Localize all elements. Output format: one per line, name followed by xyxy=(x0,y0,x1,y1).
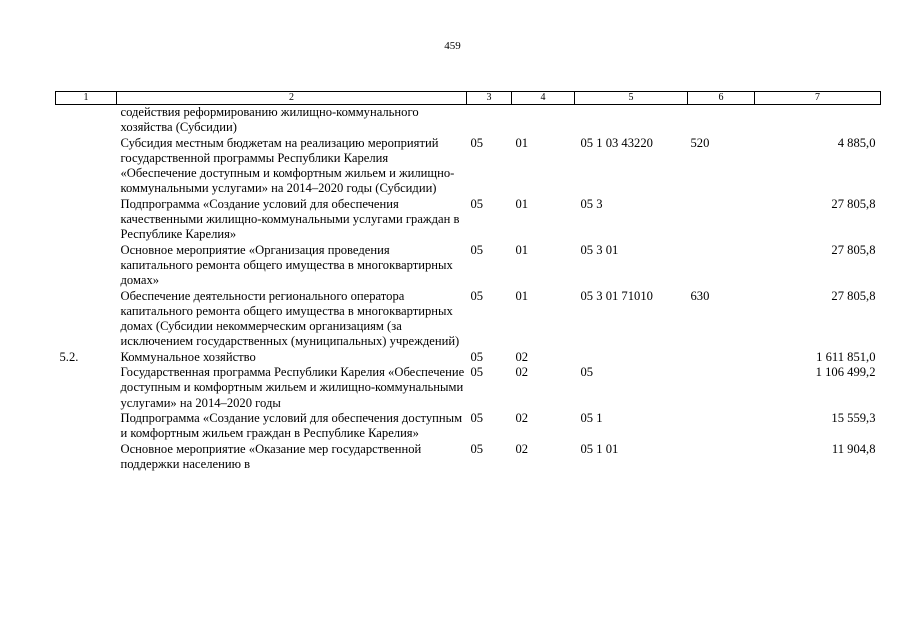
row-target-article: 05 3 01 71010 xyxy=(580,288,653,303)
row-name: Коммунальное хозяйство xyxy=(120,349,256,364)
row-section xyxy=(467,105,512,136)
row-expense-type xyxy=(688,197,755,243)
row-target-article: 05 1 01 xyxy=(580,441,619,456)
row-section: 05 xyxy=(470,135,484,150)
row-subsection: 02 xyxy=(515,441,529,456)
row-expense-type xyxy=(688,105,755,136)
row-section: 05 xyxy=(470,196,484,211)
column-header-3: 3 xyxy=(467,92,512,105)
page-number: 459 xyxy=(444,40,461,52)
row-name: Основное мероприятие «Организация проведения капитального ремонта общего имущества в многоквартирных домах» xyxy=(120,242,453,288)
row-number: 5.2. xyxy=(59,349,79,364)
row-amount: 27 805,8 xyxy=(831,196,876,211)
row-number xyxy=(56,365,117,411)
row-name: Субсидия местным бюджетам на реализацию мероприятий государственной программы Республики Карелия «Обеспечение доступным и комфортным жильем и жилищно-коммунальными услугами» на 2014–2020 годы (Субсидии) xyxy=(120,135,455,196)
column-header-2: 2 xyxy=(117,92,467,105)
row-section: 05 xyxy=(470,288,484,303)
table-row xyxy=(56,442,881,473)
budget-table xyxy=(55,91,881,472)
row-subsection: 02 xyxy=(515,365,529,380)
row-number xyxy=(56,136,117,197)
table-row xyxy=(56,197,881,243)
table-row xyxy=(56,105,881,136)
row-amount: 1 611 851,0 xyxy=(816,349,876,364)
row-expense-type xyxy=(688,350,755,365)
row-amount: 1 106 499,2 xyxy=(815,365,876,380)
row-section: 05 xyxy=(470,242,484,257)
row-name: Подпрограмма «Создание условий для обеспечения качественными жилищно-коммунальными услугами граждан в Республике Карелия» xyxy=(120,196,460,242)
row-number xyxy=(56,289,117,350)
table-row xyxy=(56,243,881,289)
row-target-article xyxy=(575,350,688,365)
row-section: 05 xyxy=(470,365,484,380)
row-subsection: 02 xyxy=(515,349,529,364)
row-subsection: 01 xyxy=(515,135,529,150)
table-row xyxy=(56,289,881,350)
row-expense-type: 630 xyxy=(690,288,710,303)
row-expense-type xyxy=(688,365,755,411)
row-subsection xyxy=(512,105,575,136)
table-body xyxy=(56,105,881,473)
row-amount: 11 904,8 xyxy=(831,441,876,456)
row-target-article: 05 3 01 xyxy=(580,242,619,257)
table-row xyxy=(56,365,881,411)
row-number xyxy=(56,243,117,289)
row-subsection: 01 xyxy=(515,288,529,303)
row-target-article: 05 xyxy=(580,365,594,380)
row-amount: 15 559,3 xyxy=(831,410,876,425)
row-target-article: 05 1 xyxy=(580,410,603,425)
row-number xyxy=(56,442,117,473)
row-name: Обеспечение деятельности регионального оператора капитального ремонта общего имущества в многоквартирных домах (Субсидии некоммерческим организациям (за исключением государственных (муниципальных) учреждений) xyxy=(120,288,460,349)
row-number xyxy=(56,411,117,442)
row-name: Основное мероприятие «Оказание мер государственной поддержки населению в xyxy=(120,441,422,471)
row-expense-type xyxy=(688,243,755,289)
row-expense-type xyxy=(688,411,755,442)
column-header-4: 4 xyxy=(512,92,575,105)
row-amount: 27 805,8 xyxy=(831,242,876,257)
table-row xyxy=(56,136,881,197)
row-subsection: 01 xyxy=(515,242,529,257)
row-target-article: 05 3 xyxy=(580,196,603,211)
row-subsection: 01 xyxy=(515,196,529,211)
row-expense-type xyxy=(688,442,755,473)
row-number xyxy=(56,105,117,136)
table-row xyxy=(56,350,881,365)
column-header-7: 7 xyxy=(755,92,881,105)
row-target-article xyxy=(575,105,688,136)
row-section: 05 xyxy=(470,349,484,364)
row-section: 05 xyxy=(470,410,484,425)
row-name: Подпрограмма «Создание условий для обеспечения доступным и комфортным жильем граждан в Республике Карелия» xyxy=(120,410,463,441)
row-subsection: 02 xyxy=(515,410,529,425)
column-header-6: 6 xyxy=(688,92,755,105)
row-target-article: 05 1 03 43220 xyxy=(580,135,653,150)
table-row xyxy=(56,411,881,442)
row-number xyxy=(56,197,117,243)
row-expense-type: 520 xyxy=(690,135,710,150)
row-amount: 27 805,8 xyxy=(831,288,876,303)
column-header-5: 5 xyxy=(575,92,688,105)
row-amount: 4 885,0 xyxy=(837,135,876,150)
row-name: Государственная программа Республики Карелия «Обеспечение доступным и комфортным жильем и жилищно-коммунальными услугами» на 2014–2020 годы xyxy=(120,365,465,410)
row-section: 05 xyxy=(470,441,484,456)
table-header xyxy=(56,92,881,105)
column-header-1: 1 xyxy=(56,92,117,105)
row-name: содействия реформированию жилищно-коммунального хозяйства (Субсидии) xyxy=(120,105,419,135)
row-amount xyxy=(755,105,881,136)
